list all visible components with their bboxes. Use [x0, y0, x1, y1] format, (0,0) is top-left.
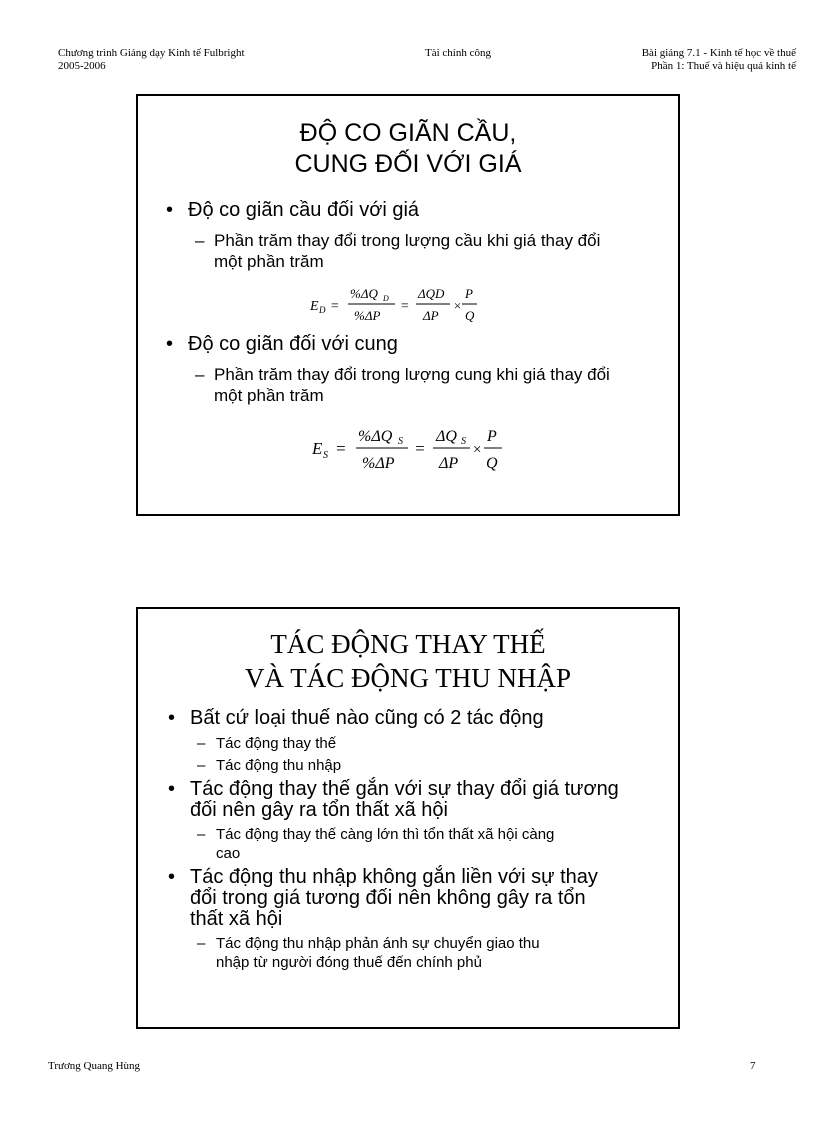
svg-text:=: = [414, 439, 426, 458]
sub-bullet-line-1: Phần trăm thay đổi trong lượng cầu khi giá thay đổi [214, 231, 601, 250]
header-right [642, 47, 796, 73]
lecture-title: Bài giảng 7.1 - Kinh tế học về thuế [641, 47, 796, 59]
slide-title [138, 118, 678, 180]
page-number: 7 [750, 1060, 756, 1072]
sub-bullet-line-2: nhập từ người đóng thuế đến chính phủ [216, 954, 482, 971]
svg-text:E: E [310, 299, 319, 314]
dash-icon: – [197, 757, 206, 774]
sub-bullet-item [197, 934, 540, 972]
supply-elasticity-formula [312, 424, 512, 481]
formula-graphic [312, 424, 512, 476]
svg-text:E: E [312, 439, 323, 458]
svg-text:ΔQ: ΔQ [436, 428, 457, 445]
sub-bullet-line-1: Phần trăm thay đổi trong lượng cung khi giá thay đổi [214, 365, 610, 384]
bullet-item [168, 707, 544, 729]
sub-bullet-text: Tác động thay thế [216, 735, 337, 752]
svg-text:ΔP: ΔP [439, 455, 459, 472]
bullet-line-1: Tác động thu nhập không gắn liền với sự thay [190, 866, 598, 888]
bullet-line-1: Tác động thay thế gắn với sự thay đổi giá tương [190, 778, 619, 800]
dash-icon: – [195, 231, 205, 250]
bullet-line-3: thất xã hội [190, 908, 283, 930]
svg-text:%ΔQ: %ΔQ [350, 286, 378, 301]
sub-bullet-line-2: một phần trăm [214, 252, 324, 271]
svg-text:×: × [453, 298, 462, 313]
svg-text:P: P [465, 286, 473, 301]
bullet-text: Độ co giãn đối với cung [188, 333, 398, 355]
bullet-line-2: đối nên gây ra tổn thất xã hội [190, 799, 448, 821]
svg-text:Q: Q [465, 308, 475, 323]
dash-icon: – [197, 826, 206, 843]
formula-graphic [310, 282, 510, 328]
dash-icon: – [197, 735, 206, 752]
slide-title [138, 627, 678, 695]
svg-text:ΔP: ΔP [423, 308, 439, 323]
sub-bullet-line-2: cao [216, 845, 241, 862]
bullet-dot-icon: • [168, 707, 176, 729]
header-left [58, 47, 245, 73]
bullet-dot-icon: • [168, 778, 176, 800]
sub-bullet-line-1: Tác động thay thế càng lớn thì tổn thất xã hội càng [216, 826, 555, 843]
svg-text:S: S [461, 436, 466, 447]
author-name: Trương Quang Hùng [48, 1060, 141, 1072]
sub-bullet-line-1: Tác động thu nhập phản ánh sự chuyển giao thu [216, 935, 540, 952]
bullet-line-2: đổi trong giá tương đối nên không gây ra tổn [190, 887, 586, 909]
course-name: Tài chính công [425, 47, 491, 59]
svg-text:=: = [400, 299, 410, 314]
svg-text:D: D [383, 294, 389, 303]
sub-bullet-item [197, 733, 337, 755]
bullet-item [168, 778, 619, 821]
svg-text:D: D [319, 305, 326, 315]
svg-text:Q: Q [486, 455, 498, 472]
svg-text:=: = [335, 439, 347, 458]
sub-bullet-item [195, 230, 601, 272]
slide-substitution-income-effects [136, 607, 680, 1029]
program-name: Chương trình Giảng dạy Kinh tế Fulbright [58, 47, 245, 59]
sub-bullet-item [197, 755, 342, 777]
bullet-text: Bất cứ loại thuế nào cũng có 2 tác động [190, 707, 544, 729]
svg-text:ΔQD: ΔQD [418, 286, 445, 301]
bullet-dot-icon: • [166, 199, 174, 221]
svg-text:=: = [330, 299, 340, 314]
svg-text:S: S [398, 436, 403, 447]
svg-text:P: P [487, 428, 497, 445]
bullet-item [166, 199, 420, 221]
dash-icon: – [195, 365, 205, 384]
demand-elasticity-formula [310, 282, 510, 333]
sub-bullet-item [197, 825, 555, 863]
title-line-2: CUNG ĐỐI VỚI GIÁ [294, 150, 522, 178]
title-line-2: VÀ TÁC ĐỘNG THU NHẬP [244, 663, 572, 693]
sub-bullet-line-2: một phần trăm [214, 386, 324, 405]
bullet-item [166, 333, 398, 355]
bullet-dot-icon: • [168, 866, 176, 888]
title-line-1: ĐỘ CO GIÃN CẦU, [299, 119, 517, 147]
bullet-text: Độ co giãn cầu đối với giá [188, 199, 420, 221]
svg-text:%ΔP: %ΔP [362, 455, 395, 472]
dash-icon: – [197, 935, 206, 952]
sub-bullet-item [195, 364, 610, 406]
lecture-part: Phần 1: Thuế và hiệu quả kinh tế [651, 60, 796, 72]
academic-year: 2005-2006 [58, 60, 106, 72]
sub-bullet-text: Tác động thu nhập [216, 757, 342, 774]
bullet-dot-icon: • [166, 333, 174, 355]
svg-text:%ΔQ: %ΔQ [358, 428, 393, 445]
slide-elasticity [136, 94, 680, 516]
bullet-item [168, 866, 598, 930]
svg-text:×: × [472, 442, 483, 458]
svg-text:%ΔP: %ΔP [354, 308, 381, 323]
svg-text:S: S [323, 450, 328, 461]
title-line-1: TÁC ĐỘNG THAY THẾ [270, 629, 546, 659]
